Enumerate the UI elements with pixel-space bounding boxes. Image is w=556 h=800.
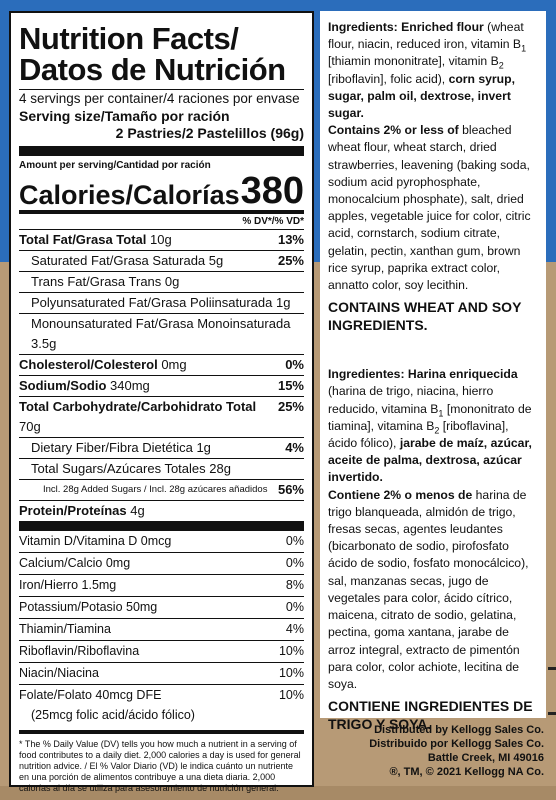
nutrient-amount: 3.5g	[31, 336, 57, 351]
vitamin-dv: 10%	[278, 666, 304, 680]
vitamin-label: Thiamin/Tiamina	[19, 622, 111, 636]
nutrient-dv: 56%	[277, 482, 304, 497]
dv-header: % DV*/% VD*	[242, 216, 304, 227]
divider-thick	[19, 521, 304, 531]
serving-size-label: Serving size/Tamaño por ración	[19, 108, 230, 124]
vitamin-label: Folate/Folato 40mcg DFE	[19, 688, 162, 702]
package-edge-mark	[548, 667, 556, 670]
ingredients-english-minor	[328, 122, 538, 294]
nutrient-amount: 340mg	[110, 378, 150, 393]
nutrient-row-added-sugars	[19, 479, 304, 500]
nutrient-label: Total Sugars/Azúcares Totales	[31, 461, 206, 476]
vitamin-label: Calcium/Calcio 0mg	[19, 556, 131, 570]
vitamin-dv: 10%	[278, 688, 304, 702]
ingredients-spanish-minor	[328, 487, 538, 693]
nutrient-row-total-carbohydrate	[19, 396, 304, 437]
ingredient-bold: corn syrup, sugar, palm oil, dextrose, invert sugar.	[328, 71, 515, 121]
title-line-2: Datos de Nutrición	[19, 52, 286, 87]
nutrient-dv: 15%	[277, 378, 304, 393]
ingredient-text: harina de trigo blanqueada, almidón de trigo, fresas secas, agentes leudantes (bicarbonato de sodio, pirofosfato ácido de sodio, fosfato monocálcico), sal, manzanas secas, jugo de vegetales para color, ácido cítrico, maicena, citrato de sodio, gelatina, pectina, goma xantana, jarabe de arroz integral, extracto de pimentón para color, color achiote, lecitina de soya.	[328, 487, 529, 691]
ingredients-english	[328, 19, 538, 122]
calories-value: 380	[240, 170, 304, 212]
divider-thick	[19, 146, 304, 156]
distributor-line-4: ®, TM, © 2021 Kellogg NA Co.	[389, 766, 544, 778]
vitamin-row	[19, 684, 304, 706]
nutrient-row-sodium	[19, 375, 304, 396]
serving-size-value: 2 Pastries/2 Pastelillos (96g)	[115, 125, 304, 141]
subscript: 2	[498, 60, 504, 71]
nutrient-dv: 4%	[285, 440, 304, 455]
nutrient-row-cholesterol	[19, 354, 304, 375]
vitamin-row	[19, 531, 304, 552]
nutrient-label: Cholesterol/Colesterol	[19, 357, 158, 372]
package-edge-mark	[548, 712, 556, 715]
nutrient-label: Sodium/Sodio	[19, 378, 107, 393]
vitamin-row	[19, 640, 304, 662]
subscript: 2	[434, 425, 440, 436]
nutrient-amount: 10g	[150, 232, 172, 247]
nutrient-label: Total Fat/Grasa Total	[19, 232, 147, 247]
nutrient-label: Total Carbohydrate/Carbohidrato Total	[19, 399, 257, 414]
ingredient-text: [thiamin mononitrate], vitamin B	[328, 54, 499, 69]
nutrient-row-total-fat	[19, 229, 304, 250]
nutrient-dv: 0%	[285, 357, 304, 372]
daily-value-footnote: * The % Daily Value (DV) tells you how much a nutrient in a serving of food contributes to a daily diet. 2,000 calories a day is used for general nutrition advice. / El % Valor Diario (VD) le indica cuánto un nutriente en una porción de alimentos contribuye a una dieta diaria. 2,000 calorías al día se utiliza para asesoramiento de nutrición general.	[19, 739, 301, 793]
spacer	[328, 334, 538, 366]
nutrient-amount: 0g	[164, 274, 180, 289]
ingredient-bold: Contains 2% or less of	[328, 123, 459, 138]
nutrient-amount: 1g	[275, 295, 291, 310]
vitamin-row	[19, 552, 304, 574]
nutrient-dv: 25%	[277, 399, 304, 414]
divider-medium	[19, 730, 304, 734]
vitamin-row	[19, 596, 304, 618]
amount-per-serving: Amount per serving/Cantidad por ración	[19, 160, 211, 171]
nutrient-label: Trans Fat/Grasa Trans	[31, 274, 162, 289]
vitamin-row	[19, 574, 304, 596]
nutrient-amount: 4g	[130, 503, 145, 518]
nutrient-label: Monounsaturated Fat/Grasa Monoinsaturada	[31, 316, 291, 331]
nutrient-label: Dietary Fiber/Fibra Dietética	[31, 440, 193, 455]
nutrient-label: Incl. 28g Added Sugars / Incl. 28g azúcares añadidos	[43, 484, 268, 495]
ingredient-text: (harina de trigo, niacina, hierro reducido, vitamina B	[328, 384, 494, 416]
ingredient-bold: Harina enriquecida	[407, 367, 518, 382]
ingredients-spanish	[328, 366, 538, 486]
nutrient-dv: 25%	[277, 253, 304, 268]
nutrient-row-polyunsaturated-fat	[19, 292, 304, 313]
vitamin-dv: 4%	[285, 622, 304, 636]
distributor-line-3: Battle Creek, MI 49016	[427, 752, 544, 764]
ingredient-text: bleached wheat flour, wheat starch, dried strawberries, leavening (baking soda, sodium acid pyrophosphate, monocalcium phosphate), salt, dried apples, vegetable juice for color, citric acid, cornstarch, sodium citrate, gelatin, pectin, xanthan gum, brown rice syrup, paprika extract color, annatto color, soy lecithin.	[328, 123, 531, 293]
calories-row	[19, 172, 304, 210]
nutrient-row-saturated-fat	[19, 250, 304, 271]
ingredient-bold: Contiene 2% o menos de	[328, 487, 473, 502]
distributor-line-2: Distribuido por Kellogg Sales Co.	[369, 738, 544, 750]
vitamin-dv: 10%	[278, 644, 304, 658]
nutrient-amount: 5g	[208, 253, 224, 268]
nutrition-facts-panel	[9, 11, 314, 793]
allergen-statement-english: CONTAINS WHEAT AND SOY INGREDIENTS.	[328, 299, 522, 334]
allergen-statement-spanish: CONTIENE INGREDIENTES DE TRIGO Y SOYA.	[328, 698, 533, 733]
ingredient-text: [riboflavin], folic acid),	[328, 71, 446, 86]
nutrient-label: Polyunsaturated Fat/Grasa Poliinsaturada	[31, 295, 273, 310]
nutrient-amount: 28g	[209, 461, 231, 476]
ingredient-text: (wheat flour, niacin, reduced iron, vitamin B	[328, 20, 524, 52]
nutrient-label: Saturated Fat/Grasa Saturada	[31, 253, 206, 268]
ingredients-label: Ingredients:	[328, 20, 398, 34]
vitamin-dv: 0%	[285, 534, 304, 548]
nutrient-dv: 13%	[277, 232, 304, 247]
vitamin-row	[19, 662, 304, 684]
nutrient-row-total-sugars	[19, 458, 304, 479]
distributor-info	[322, 723, 544, 779]
nutrient-row-trans-fat	[19, 271, 304, 292]
vitamin-label: Vitamin D/Vitamina D 0mcg	[19, 534, 172, 548]
ingredient-bold: Enriched flour	[401, 20, 484, 34]
vitamin-dv: 0%	[285, 556, 304, 570]
distributor-line-1: Distributed by Kellogg Sales Co.	[374, 724, 544, 736]
ingredient-text: [mononitrato de tiamina], vitamina B	[328, 401, 532, 433]
nutrition-title	[19, 23, 304, 85]
title-line-1: Nutrition Facts/	[19, 21, 239, 56]
ingredient-bold: jarabe de maíz, azúcar, aceite de palma, dextrosa, azúcar invertido.	[328, 436, 532, 485]
nutrient-row-monounsaturated-fat	[19, 313, 304, 354]
vitamin-label: Potassium/Potasio 50mg	[19, 600, 158, 614]
nutrient-row-dietary-fiber	[19, 437, 304, 458]
vitamin-dv: 8%	[285, 578, 304, 592]
servings-per-container: 4 servings per container/4 raciones por envase	[19, 91, 300, 106]
subscript: 1	[521, 43, 527, 54]
calories-label: Calories/Calorías	[19, 180, 240, 210]
nutrient-amount: 1g	[196, 440, 211, 455]
vitamin-label: Riboflavin/Riboflavina	[19, 644, 140, 658]
ingredient-text: [riboflavina], ácido fólico),	[328, 418, 509, 451]
ingredients-label: Ingredientes:	[328, 367, 405, 382]
nutrient-label: Protein/Proteínas	[19, 503, 127, 518]
vitamin-label: Iron/Hierro 1.5mg	[19, 578, 117, 592]
nutrient-amount: 0mg	[161, 357, 187, 372]
nutrient-amount: 70g	[19, 419, 41, 434]
vitamin-dv: 0%	[285, 600, 304, 614]
nutrient-row-protein	[19, 500, 304, 521]
folate-subtext: (25mcg folic acid/ácido fólico)	[31, 708, 195, 722]
vitamin-row	[19, 618, 304, 640]
vitamin-label: Niacin/Niacina	[19, 666, 99, 680]
subscript: 1	[438, 408, 444, 419]
